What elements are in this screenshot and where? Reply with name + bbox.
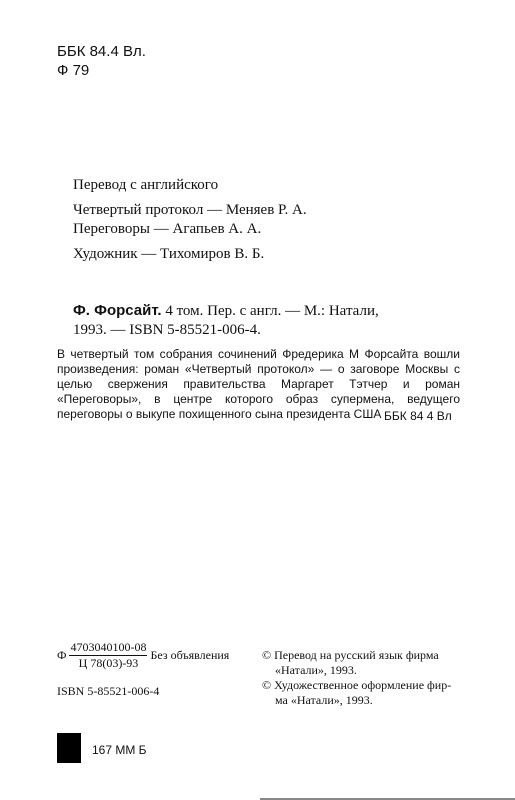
- annotation-bbk-code: ББК 84 4 Вл: [384, 409, 452, 423]
- copyright-design-1: © Художественное оформление фир-: [262, 678, 452, 692]
- print-mark: 167 ММ Б: [92, 743, 147, 757]
- copyright-block: [262, 648, 451, 708]
- publication-prefix: Ф: [57, 648, 67, 662]
- publication-code: [57, 640, 229, 671]
- copyright-design-2: ма «Натали», 1993.: [275, 693, 373, 707]
- publication-fraction: [69, 640, 147, 671]
- credits-block: [73, 176, 473, 264]
- no-announcement-note: Без объявления: [150, 648, 230, 662]
- bibliographic-line-2: 1993. — ISBN 5-85521-006-4.: [73, 322, 261, 338]
- bibliographic-line-1: [73, 301, 473, 321]
- copyright-translation-2: «Натали», 1993.: [275, 663, 357, 677]
- translated-from: Перевод с английского: [73, 177, 219, 193]
- bibliographic-details: 4 том. Пер. с англ. — М.: Натали,: [161, 303, 379, 319]
- translator-line-2: Переговоры — Агапьев А. А.: [73, 221, 262, 237]
- isbn-footer: ISBN 5-85521-006-4: [57, 684, 160, 698]
- bbk-code: ББК 84.4 Вл.: [57, 43, 146, 60]
- copyright-translation-1: © Перевод на русский язык фирма: [262, 648, 439, 662]
- fraction-denominator: Ц 78(03)-93: [78, 656, 139, 670]
- translator-line-1: Четвертый протокол — Меняев Р. А.: [73, 202, 307, 218]
- bibliographic-record: [73, 301, 473, 340]
- author-name: Ф. Форсайт.: [73, 302, 162, 319]
- author-mark: Ф 79: [57, 62, 90, 79]
- classification-code: [57, 42, 146, 80]
- printer-mark-block: [57, 733, 81, 763]
- annotation-text: В четвертый том собрания сочинений Фредерика М Форсайта вошли произведения: роман «Четвертый протокол» — о заговоре Москвы с целью свержения правительства Маргарет Тэтчер и роман «Переговоры», в центре которого образ супермена, ведущего переговоры о выкупе похищенного сына президента США: [57, 347, 460, 421]
- fraction-numerator: 4703040100-08: [70, 640, 147, 654]
- artist-credit: Художник — Тихомиров В. Б.: [73, 246, 265, 262]
